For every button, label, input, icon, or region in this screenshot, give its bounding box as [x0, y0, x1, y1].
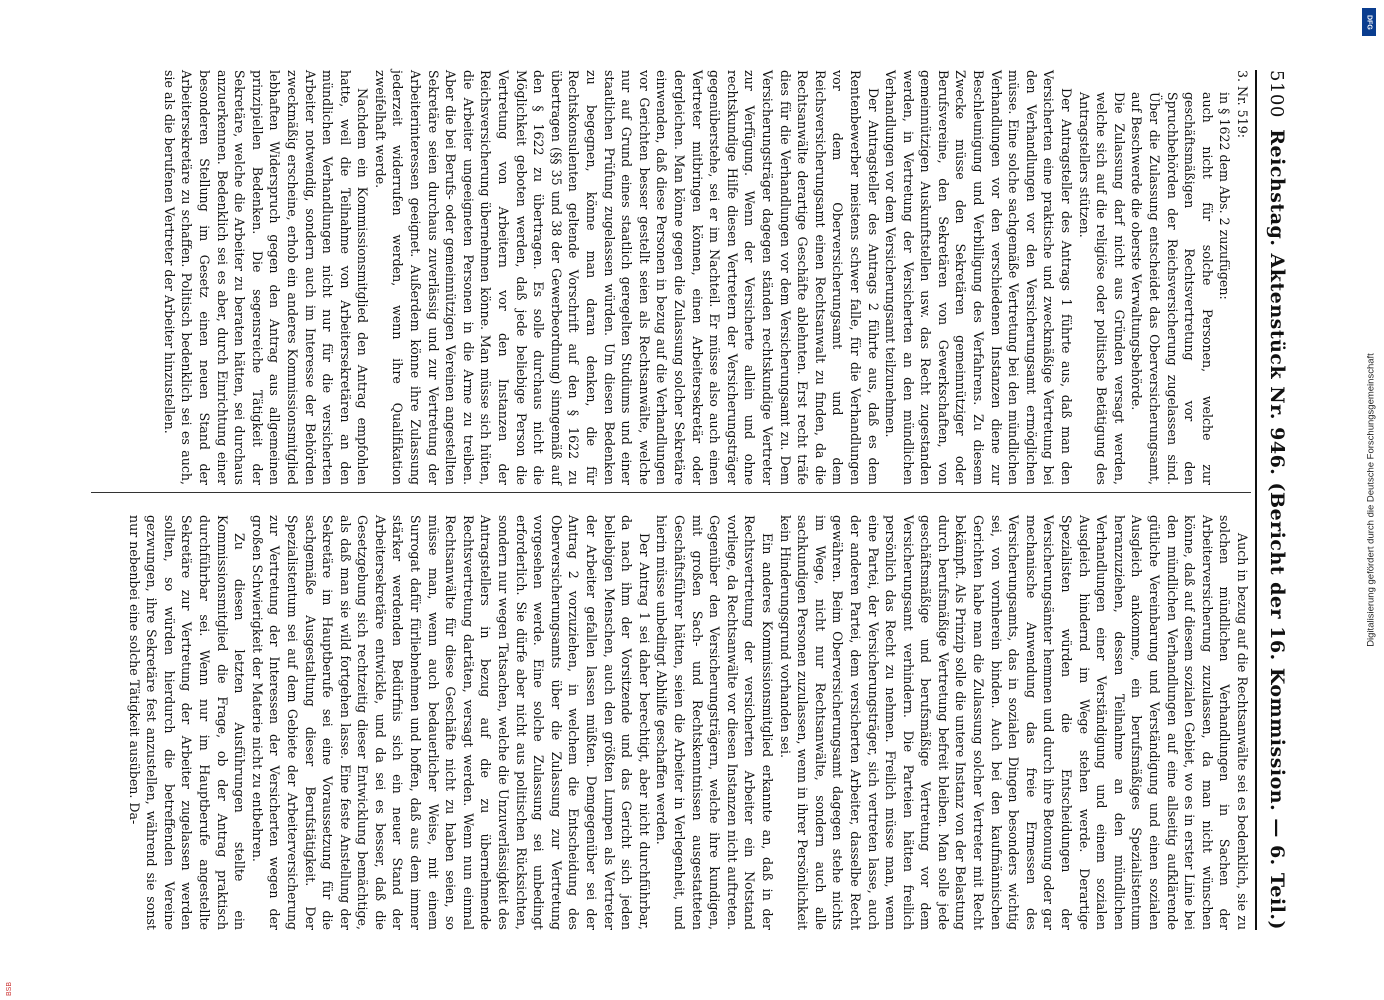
page-number: 5100 — [1266, 70, 1288, 118]
right-column — [125, 515, 1251, 930]
digitization-margin — [1360, 0, 1382, 1000]
left-column — [160, 70, 1251, 485]
paragraph: auch nicht für solche Personen, welche zur geschäftsmäßigen Rechtsvertretung vor den Spruchbehörden der Reichsversicherung zugelassen sind. Über die Zulassung entscheidet das Oberversicherungsamt, auf Beschwerde die oberste Verwaltungsbehörde. — [1129, 92, 1215, 485]
paragraph: Der Antrag 1 sei daher berechtigt, aber nicht durchführbar, da nach ihm der Vorsitzende und das Gericht sich jeden beliebigen Menschen, auch den größten Lumpen als Vertreter der Arbeiter gefallen lassen müßten. Demgegenüber sei der Antrag 2 vorzuziehen, in welchem die Entscheidung des Oberversicherungsamts über die Zulassung zur Vertretung vorgesehen werde. Eine solche Zulassung sei unbedingt erforderlich. Sie dürfe aber nicht aus politischen Rücksichten, sondern nur wegen Tatsachen, welche die Unzuverlässigkeit des Antragstellers in bezug auf die zu übernehmende Rechtsvertretung dartäten, versagt werden. Wenn nun einmal Rechtsanwälte für diese Geschäfte nicht zu haben seien, so müsse man, wenn auch bedauerlicher Weise, mit einem Surrogat dafür fürliebnehmen und hoffen, daß aus dem immer stärker werdenden Bedürfnis sich ein neuer Stand der Arbeitersekretäre entwickle, und da sei es besser, daß die Gesetzgebung sich rechtzeitig dieser Entwicklung bemächtige, als daß man sie wild fortgehen lasse. Eine feste Anstellung der Sekretäre im Hauptberufe sei eine Voraussetzung für die sachgemäße Ausgestaltung dieser Berufstätigkeit. Der Spezialistentum sei auf dem Gebiete der Arbeiterversicherung zur Vertretung der Interessen der Versicherten wegen der großen Schwierigkeit der Materie nicht zu entbehren. — [249, 515, 652, 930]
paragraph: Zu diesen letzten Ausführungen stellte ein Kommissionsmitglied die Frage, ob der Antrag praktisch durchführbar sei. Wenn nur im Hauptberufe angestellte Sekretäre zur Vertretung der Arbeiter zugelassen werden sollten, so würden hierdurch die betreffenden Vereine gezwungen, ihre Sekretäre fest anzustellen, während sie sonst nur nebenbei eine solche Tätigkeit ausüben. Da- — [126, 515, 248, 930]
paragraph: Der Antragsteller des Antrags 1 führte aus, daß man den Versicherten eine praktische und zweckmäßige Vertretung bei den Verhandlungen vor den Versicherungsamt ermöglichen müsse. Eine solche sachgemäße Vertretung bei den mündlichen Verhandlungen vor den verschiedenen Instanzen diene zur Beschleunigung und Verbilligung des Verfahrens. Zu diesem Zwecke müsse den Sekretären gemeinnütziger oder Berufsvereine, den Sekretären von Gewerkschaften, von gemeinnützigen Auskunftstellen usw. das Recht zugestanden werden, in Vertretung der Versicherten an den mündlichen Verhandlungen vor dem Versicherungsamt teilzunehmen. — [883, 70, 1075, 485]
paragraph: in § 1622 dem Abs. 2 zuzufügen: — [1217, 92, 1233, 300]
column-divider — [91, 492, 1251, 493]
page-header — [1255, 70, 1297, 930]
paragraph: Auch in bezug auf die Rechtsanwälte sei es bedenklich, sie zu solchen mündlichen Verhandlungen in Sachen der Arbeiterversicherung zuzulassen, da man nicht wünschen könne, daß auf diesem sozialen Gebiet, wo es in erster Linie bei den mündlichen Verhandlungen auf eine allseitig aufklärende gütliche Vereinbarung und Verständigung und einen sozialen Ausgleich ankomme, ein berufsmäßiges Spezialistentum heranzuziehen, dessen Teilnahme an den mündlichen Verhandlungen einer Verständigung und einem sozialen Ausgleich hindernd im Wege stehen werde. Derartige Spezialisten würden die Entscheidungen der Versicherungsämter hemmen und durch ihre Betonung oder gar mechanische Anwendung das freie Ermessen des Versicherungsamts, das in sozialen Dingen besonders wichtig sei, von vornherein binden. Auch bei den kaufmännischen Gerichten habe man die Zulassung solcher Vertreter mit Recht bekämpft. Als Prinzip solle die untere Instanz von der Belastung durch berufsmäßige Vertretung befreit bleiben. Man solle jede geschäftsmäßige und berufsmäßige Vertretung vor dem Versicherungsamt verhindern. Die Parteien hätten freilich persönlich das Recht zu nehmen. Freilich müsse man, wenn eine Partei, der Versicherungsträger, sich vertreten lasse, auch der anderen Partei, dem versicherten Arbeiter, dasselbe Recht gewähren. Beim Oberversicherungsamt dagegen stehe nichts im Wege, nicht nur Rechtsanwälte, sondern auch alle sachkundigen Personen zuzulassen, wenn in ihrer Persönlichkeit kein Hinderungsgrund vorhanden sei. — [777, 515, 1250, 930]
paragraph: Die Zulassung darf nicht aus Gründen versagt werden, welche sich auf die religiöse oder politische Betätigung des Antragstellers stützen. — [1076, 92, 1127, 485]
digitization-note: Digitalisierung gefördert durch die Deutsche Forschungsgemeinschaft — [1365, 353, 1377, 647]
paragraph: Der Antragsteller des Antrags 2 führte aus, daß es dem Rentenbewerber meistens schwer falle, für die Verhandlungen vor dem Oberversicherungsamt und dem Reichsversicherungsamt einen Rechtsanwalt zu finden, da die Rechtsanwälte derartige Geschäfte ablehnten. Erst recht träfe dies für die Verhandlungen vor dem Versicherungsamt zu. Dem Versicherungsträger dagegen ständen rechtskundige Vertreter zur Verfügung. Wenn der Versicherte allein und ohne rechtskundige Hilfe diesen Vertretern der Versicherungsträger gegenüberstehe, sei er im Nachteil. Er müsse also auch einen Vertreter mitbringen können, einen Arbeitersekretär oder dergleichen. Man könne gegen die Zulassung solcher Sekretäre einwenden, daß diese Personen in bezug auf die Verhandlungen vor Gerichten besser gestellt seien als Rechtsanwälte, welche nur auf Grund eines staatlich geregelten Studiums und einer staatlichen Prüfung zugelassen würden. Um diesen Bedenken zu begegnen, könne man daran denken, die für Rechtskonsulenten geltende Vorschrift auf den § 1622 zu übertragen (§§ 35 und 38 der Gewerbeordnung) sinngemäß auf den § 1622 zu übertragen. Es solle durchaus nicht die Möglichkeit geboten werden, daß jede beliebige Person die Vertretung von Arbeitern vor den Instanzen der Reichsversicherung übernehmen könne. Man müsse sich hüten, die Arbeiter ungeeigneten Personen in die Arme zu treiben. Aber die bei Berufs- oder gemeinnützigen Vereinen angestellten Sekretäre seien durchaus zuverlässig und zur Vertretung der Arbeiterinteressen geeignet. Außerdem könne ihre Zulassung jederzeit widerrufen werden, wenn ihre Qualifikation zweifelhaft werde. — [372, 70, 881, 485]
paragraph: 3. Nr. 519: — [1235, 70, 1250, 138]
page-title: Reichstag. Aktenstück Nr. 946. (Bericht der 16. Kommission. — 6. Teil.) — [1266, 129, 1288, 930]
dfg-logo: DFG — [1362, 8, 1376, 36]
paragraph: Ein anderes Kommissionsmitglied erkannte an, daß in der Rechtsvertretung der versicherten Arbeiter ein Notstand vorliege, da Rechtsanwälte vor diesen Instanzen nicht auftreten. Gegenüber den Versicherungsträgern, welche ihre kundigen, mit großen Sach- und Rechtskenntnissen ausgestatteten Geschäftsführer hätten, seien die Arbeiter in Verlegenheit, und hierin müsse unbedingt Abhilfe geschaffen werden. — [654, 515, 775, 930]
paragraph: Nachdem ein Kommissionsmitglied den Antrag empfohlen hatte, weil die Teilnahme von Arbeitersekretären an den mündlichen Verhandlungen nicht nur für die versicherten Arbeiter notwendig, sondern auch im Interesse der Behörden zweckmäßig erscheine, erhob ein anderes Kommissionsmitglied lebhaften Widerspruch gegen den Antrag aus allgemeinen prinzipiellen Bedenken. Die segensreiche Tätigkeit der Sekretäre, welche die Arbeiter zu beraten hätten, sei durchaus anzuerkennen. Bedenklich sei es aber, durch Einrichtung einer besonderen Stellung im Gesetz einen neuen Stand der Arbeitersekretäre zu schaffen. Politisch bedenklich sei es auch, sie als die berufenen Vertreter der Arbeiter hinzustellen. — [161, 70, 371, 485]
document-page — [67, 30, 1317, 970]
bsb-mark: BSB — [6, 981, 13, 996]
